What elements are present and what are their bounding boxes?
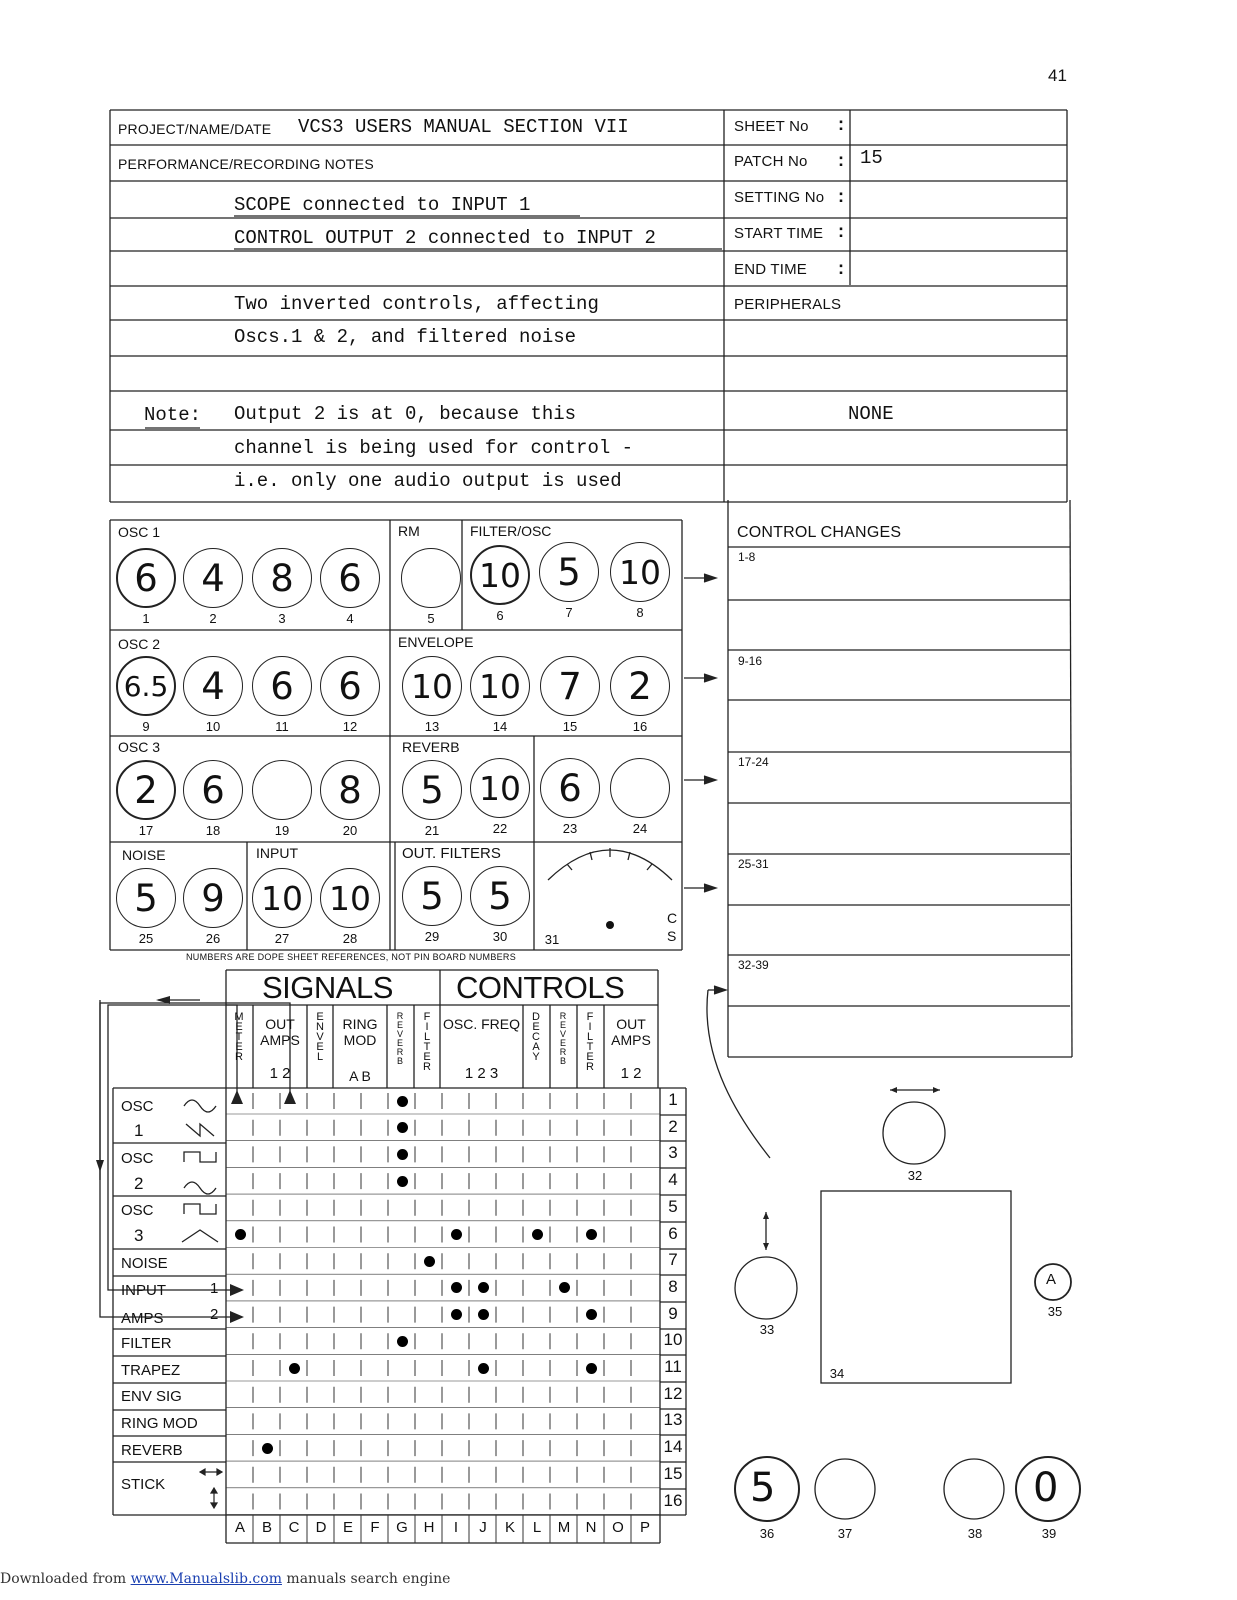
knob-30-value: 5 bbox=[488, 874, 512, 918]
range-9-16: 9-16 bbox=[738, 654, 763, 668]
knob-4-number: 4 bbox=[346, 611, 354, 626]
knob-20-number: 20 bbox=[342, 823, 358, 838]
knob-11 bbox=[252, 656, 312, 716]
stick-arrows-icon bbox=[196, 1466, 228, 1514]
column-letter: P bbox=[639, 1519, 650, 1536]
knob-14-number: 14 bbox=[492, 719, 508, 734]
knob-13-value: 10 bbox=[411, 666, 453, 706]
knob-16-number: 16 bbox=[632, 719, 648, 734]
sawtooth-wave-icon bbox=[186, 1124, 214, 1136]
row-label-noise: NOISE bbox=[121, 1255, 168, 1272]
knob-22-value: 10 bbox=[479, 768, 521, 808]
knob-5 bbox=[401, 548, 461, 608]
knob-33-number: 33 bbox=[759, 1322, 775, 1337]
col-header-envel: E N V E L bbox=[316, 1011, 324, 1063]
knob-4-value: 6 bbox=[338, 556, 362, 600]
knob-13-number: 13 bbox=[424, 719, 440, 734]
manualslib-link[interactable]: www.Manualslib.com bbox=[130, 1571, 282, 1587]
row-label-osc3-a: OSC bbox=[121, 1202, 154, 1219]
column-letter: H bbox=[423, 1519, 435, 1536]
knob-12 bbox=[320, 656, 380, 716]
panel-rm: RM bbox=[398, 523, 420, 539]
pin-r6-c12 bbox=[532, 1229, 543, 1240]
knob-16-value: 2 bbox=[628, 664, 652, 708]
footer bbox=[0, 1571, 450, 1587]
range-25-31: 25-31 bbox=[738, 857, 769, 871]
pin-r9-c9 bbox=[451, 1309, 462, 1320]
panel-filter-osc: FILTER/OSC bbox=[470, 523, 552, 539]
performance-label: PERFORMANCE/RECORDING NOTES bbox=[118, 156, 374, 172]
end-time-label: END TIME bbox=[734, 261, 807, 278]
knob-35-label: A bbox=[1046, 1271, 1057, 1288]
patch-no-label: PATCH No bbox=[734, 153, 808, 170]
row-label-ring-mod: RING MOD bbox=[121, 1415, 198, 1432]
knob-28-number: 28 bbox=[342, 931, 358, 946]
knob-36-value: 5 bbox=[750, 1465, 776, 1511]
knob-17-number: 17 bbox=[138, 823, 154, 838]
pin-r4-c7 bbox=[397, 1176, 408, 1187]
knob-39-number: 39 bbox=[1041, 1526, 1057, 1541]
knob-26-value: 9 bbox=[201, 876, 225, 920]
signals-title: SIGNALS bbox=[262, 970, 393, 1005]
pin-r8-c9 bbox=[451, 1282, 462, 1293]
row-number: 9 bbox=[668, 1303, 678, 1323]
knob-8-value: 10 bbox=[619, 552, 661, 592]
square-wave-icon bbox=[184, 1204, 216, 1214]
knob-23-number: 23 bbox=[562, 821, 578, 836]
col-header-out-amps2: OUT AMPS bbox=[611, 1016, 651, 1048]
peripherals-label: PERIPHERALS bbox=[734, 296, 842, 313]
row-label-env-sig: ENV SIG bbox=[121, 1388, 182, 1405]
knob-23-value: 6 bbox=[558, 766, 582, 810]
knob-27-value: 10 bbox=[261, 878, 303, 918]
row-label-osc2-a: OSC bbox=[121, 1150, 154, 1167]
knob-18-number: 18 bbox=[205, 823, 221, 838]
pin-r8-c10 bbox=[478, 1282, 489, 1293]
knob-38-number: 38 bbox=[967, 1526, 983, 1541]
column-letter: L bbox=[532, 1519, 542, 1536]
row-label-input-1: 1 bbox=[210, 1280, 219, 1297]
knob-3-number: 3 bbox=[278, 611, 286, 626]
knob-21-number: 21 bbox=[424, 823, 440, 838]
knob-15-value: 7 bbox=[558, 664, 582, 708]
knob-35-number: 35 bbox=[1047, 1304, 1063, 1319]
row-label-osc2-b: 2 bbox=[134, 1174, 144, 1193]
knob-3 bbox=[252, 548, 312, 608]
note-line-6: channel is being used for control - bbox=[234, 437, 634, 459]
column-letter: B bbox=[261, 1519, 272, 1536]
panel-envelope: ENVELOPE bbox=[398, 634, 474, 650]
knob-15 bbox=[540, 656, 600, 716]
panel-footnote: NUMBERS ARE DOPE SHEET REFERENCES, NOT PIN BOARD NUMBERS bbox=[186, 952, 517, 962]
knob-12-value: 6 bbox=[338, 664, 362, 708]
knob-22-number: 22 bbox=[492, 821, 508, 836]
panel-osc2: OSC 2 bbox=[118, 636, 161, 652]
project-label: PROJECT/NAME/DATE bbox=[118, 121, 272, 137]
note-line-7: i.e. only one audio output is used bbox=[234, 470, 622, 492]
setting-colon: : bbox=[838, 186, 844, 206]
row-number: 1 bbox=[668, 1090, 678, 1109]
setting-no-label: SETTING No bbox=[734, 189, 825, 206]
square-wave-icon bbox=[184, 1152, 216, 1162]
note-line-2: CONTROL OUTPUT 2 connected to INPUT 2 bbox=[234, 227, 656, 249]
row-label-amps-2: 2 bbox=[210, 1306, 219, 1323]
column-letter: K bbox=[504, 1519, 515, 1536]
meter-s: S bbox=[667, 928, 677, 944]
footer-suffix: manuals search engine bbox=[281, 1571, 451, 1587]
panel-input: INPUT bbox=[256, 845, 298, 861]
row-label-stick: STICK bbox=[121, 1476, 166, 1493]
row-number: 8 bbox=[668, 1276, 678, 1296]
row-number: 12 bbox=[663, 1383, 683, 1403]
knob-16 bbox=[610, 656, 670, 716]
end-colon: : bbox=[838, 258, 844, 278]
col-header-out-amps2-nums: 1 2 bbox=[620, 1065, 642, 1082]
knob-5-number: 5 bbox=[427, 611, 435, 626]
row-number: 5 bbox=[668, 1196, 678, 1216]
knob-7-value: 5 bbox=[557, 550, 581, 594]
pin-r9-c14 bbox=[586, 1309, 597, 1320]
column-letter: F bbox=[370, 1519, 380, 1536]
col-header-osc-freq-nums: 1 2 3 bbox=[464, 1065, 499, 1082]
triangle-wave-icon bbox=[182, 1230, 218, 1242]
control-changes-title: CONTROL CHANGES bbox=[737, 524, 902, 541]
note-line-4: Oscs.1 & 2, and filtered noise bbox=[234, 326, 577, 348]
knob-31-number: 31 bbox=[544, 932, 560, 947]
col-header-decay: D E C A Y bbox=[532, 1011, 540, 1063]
knob-21 bbox=[402, 760, 462, 820]
row-number: 15 bbox=[663, 1463, 683, 1483]
knob-14-value: 10 bbox=[479, 666, 521, 706]
column-letter: O bbox=[612, 1519, 624, 1536]
knob-15-number: 15 bbox=[562, 719, 578, 734]
knob-39-value: 0 bbox=[1033, 1465, 1059, 1511]
knob-37-number: 37 bbox=[837, 1526, 853, 1541]
row-label-trapez: TRAPEZ bbox=[121, 1362, 181, 1379]
sheet-colon: : bbox=[838, 114, 844, 134]
knob-25-number: 25 bbox=[138, 931, 154, 946]
knob-8 bbox=[610, 542, 670, 602]
patch-no-value: 15 bbox=[860, 147, 883, 169]
pin-r2-c7 bbox=[397, 1122, 408, 1133]
column-letter: I bbox=[453, 1519, 459, 1536]
pin-r11-c14 bbox=[586, 1363, 597, 1374]
knob-6-value: 10 bbox=[479, 555, 521, 595]
knob-18-value: 6 bbox=[201, 768, 225, 812]
knob-2 bbox=[183, 548, 243, 608]
range-1-8: 1-8 bbox=[738, 550, 756, 564]
knob-2-value: 4 bbox=[201, 556, 225, 600]
column-letter: G bbox=[396, 1519, 408, 1536]
knob-10-value: 4 bbox=[201, 664, 225, 708]
pin-r1-c7 bbox=[397, 1096, 408, 1107]
controls-title: CONTROLS bbox=[456, 970, 625, 1005]
column-letter: J bbox=[479, 1519, 487, 1536]
col-header-meter: M E T E R bbox=[234, 1011, 244, 1063]
pin-r6-c1 bbox=[235, 1229, 246, 1240]
knob-21-value: 5 bbox=[420, 768, 444, 812]
pin-r7-c8 bbox=[424, 1256, 435, 1267]
col-header-filter2: F I L T E R bbox=[586, 1011, 594, 1073]
row-number: 16 bbox=[663, 1490, 683, 1510]
knob-29-number: 29 bbox=[424, 929, 440, 944]
pin-r14-c2 bbox=[262, 1443, 273, 1454]
knob-9-number: 9 bbox=[142, 719, 150, 734]
stick-34-number: 34 bbox=[829, 1366, 845, 1381]
knob-12-number: 12 bbox=[342, 719, 358, 734]
note-line-1: SCOPE connected to INPUT 1 bbox=[234, 194, 531, 216]
patch-colon: : bbox=[838, 150, 844, 170]
knob-20 bbox=[320, 760, 380, 820]
project-value: VCS3 USERS MANUAL SECTION VII bbox=[298, 116, 629, 138]
row-number: 2 bbox=[668, 1116, 678, 1136]
knob-6 bbox=[470, 545, 530, 605]
col-header-out-amps-nums: 1 2 bbox=[269, 1065, 291, 1082]
range-17-24: 17-24 bbox=[738, 755, 769, 769]
knob-9-value: 6.5 bbox=[123, 669, 169, 703]
row-label-osc1-b: 1 bbox=[134, 1121, 144, 1140]
waveform-icons bbox=[180, 1092, 224, 1252]
sheet-no-label: SHEET No bbox=[734, 118, 809, 135]
note-label: Note: bbox=[144, 404, 202, 426]
pin-r6-c14 bbox=[586, 1229, 597, 1240]
knob-17 bbox=[116, 760, 176, 820]
col-header-out-amps: OUT AMPS bbox=[260, 1016, 300, 1048]
sine-wave-icon bbox=[184, 1100, 216, 1112]
knob-27 bbox=[252, 868, 312, 928]
column-letter: A bbox=[234, 1519, 245, 1536]
pin-r3-c7 bbox=[397, 1149, 408, 1160]
pin-r6-c9 bbox=[451, 1229, 462, 1240]
note-line-3: Two inverted controls, affecting bbox=[234, 293, 599, 315]
knob-27-number: 27 bbox=[274, 931, 290, 946]
knob-30-number: 30 bbox=[492, 929, 508, 944]
knob-20-value: 8 bbox=[338, 768, 362, 812]
column-letter: D bbox=[315, 1519, 327, 1536]
knob-24-number: 24 bbox=[632, 821, 648, 836]
knob-6-number: 6 bbox=[496, 608, 504, 623]
page-number: 41 bbox=[1048, 66, 1067, 85]
panel-noise: NOISE bbox=[122, 847, 166, 863]
knob-19-number: 19 bbox=[274, 823, 290, 838]
note-line-5: Output 2 is at 0, because this bbox=[234, 403, 577, 425]
knob-14 bbox=[470, 656, 530, 716]
start-time-label: START TIME bbox=[734, 225, 824, 242]
pin-r10-c7 bbox=[397, 1336, 408, 1347]
pin-r9-c10 bbox=[478, 1309, 489, 1320]
knob-10-number: 10 bbox=[205, 719, 221, 734]
footer-prefix: Downloaded from bbox=[0, 1571, 131, 1587]
knob-18 bbox=[183, 760, 243, 820]
col-header-ring-mod: RING MOD bbox=[342, 1016, 378, 1048]
knob-1-value: 6 bbox=[134, 556, 158, 600]
knob-24 bbox=[610, 758, 670, 818]
knob-1-number: 1 bbox=[142, 611, 150, 626]
range-32-39: 32-39 bbox=[738, 958, 769, 972]
panel-reverb: REVERB bbox=[402, 739, 460, 755]
knob-22 bbox=[470, 758, 530, 818]
knob-7 bbox=[539, 542, 599, 602]
pin-r11-c10 bbox=[478, 1363, 489, 1374]
knob-11-number: 11 bbox=[275, 719, 289, 734]
knob-28 bbox=[320, 868, 380, 928]
row-number: 4 bbox=[668, 1170, 678, 1190]
row-label-input: INPUT bbox=[121, 1282, 166, 1299]
panel-out-filters: OUT. FILTERS bbox=[402, 845, 501, 862]
knob-11-value: 6 bbox=[270, 664, 294, 708]
knob-10 bbox=[183, 656, 243, 716]
row-label-reverb: REVERB bbox=[121, 1442, 183, 1459]
knob-13 bbox=[402, 656, 462, 716]
col-header-osc-freq: OSC. FREQ bbox=[442, 1016, 520, 1032]
row-number: 7 bbox=[668, 1250, 678, 1270]
row-label-osc3-b: 3 bbox=[134, 1226, 144, 1245]
knob-17-value: 2 bbox=[134, 768, 158, 812]
knob-1 bbox=[116, 548, 176, 608]
row-number: 3 bbox=[668, 1143, 678, 1163]
knob-4 bbox=[320, 548, 380, 608]
row-label-osc1-a: OSC bbox=[121, 1098, 154, 1115]
knob-28-value: 10 bbox=[329, 878, 371, 918]
knob-29 bbox=[402, 866, 462, 926]
col-header-reverb2: R E V E R B bbox=[559, 1011, 567, 1066]
start-colon: : bbox=[838, 221, 844, 241]
knob-26 bbox=[183, 868, 243, 928]
col-header-ring-mod-ab: A B bbox=[349, 1068, 371, 1084]
pin-r11-c3 bbox=[289, 1363, 300, 1374]
row-number: 11 bbox=[664, 1357, 682, 1376]
panel-osc3: OSC 3 bbox=[118, 739, 161, 755]
knob-7-number: 7 bbox=[565, 605, 573, 620]
knob-32-number: 32 bbox=[907, 1168, 923, 1183]
panel-osc1: OSC 1 bbox=[118, 524, 161, 540]
knob-25-value: 5 bbox=[134, 876, 158, 920]
row-label-filter: FILTER bbox=[121, 1335, 172, 1352]
knob-19 bbox=[252, 760, 312, 820]
knob-9 bbox=[116, 656, 176, 716]
row-label-amps: AMPS bbox=[121, 1310, 164, 1327]
knob-29-value: 5 bbox=[420, 874, 444, 918]
row-number: 14 bbox=[663, 1437, 683, 1457]
pin-r8-c13 bbox=[559, 1282, 570, 1293]
meter-c: C bbox=[667, 910, 678, 926]
row-number: 6 bbox=[668, 1223, 678, 1243]
knob-3-value: 8 bbox=[270, 556, 294, 600]
knob-36-number: 36 bbox=[759, 1526, 775, 1541]
knob-23 bbox=[540, 758, 600, 818]
col-header-reverb: R E V E R B bbox=[396, 1011, 404, 1066]
knob-30 bbox=[470, 866, 530, 926]
column-letter: C bbox=[288, 1519, 300, 1536]
col-header-filter: F I L T E R bbox=[423, 1011, 431, 1073]
row-number: 10 bbox=[663, 1330, 683, 1350]
knob-26-number: 26 bbox=[205, 931, 221, 946]
knob-8-number: 8 bbox=[636, 605, 644, 620]
column-letter: N bbox=[585, 1519, 597, 1536]
knob-25 bbox=[116, 868, 176, 928]
column-letter: E bbox=[342, 1519, 353, 1536]
knob-2-number: 2 bbox=[209, 611, 217, 626]
row-number: 13 bbox=[663, 1410, 683, 1430]
column-letter: M bbox=[557, 1519, 571, 1536]
sine-wave-icon bbox=[184, 1182, 216, 1194]
peripherals-value: NONE bbox=[848, 403, 894, 425]
